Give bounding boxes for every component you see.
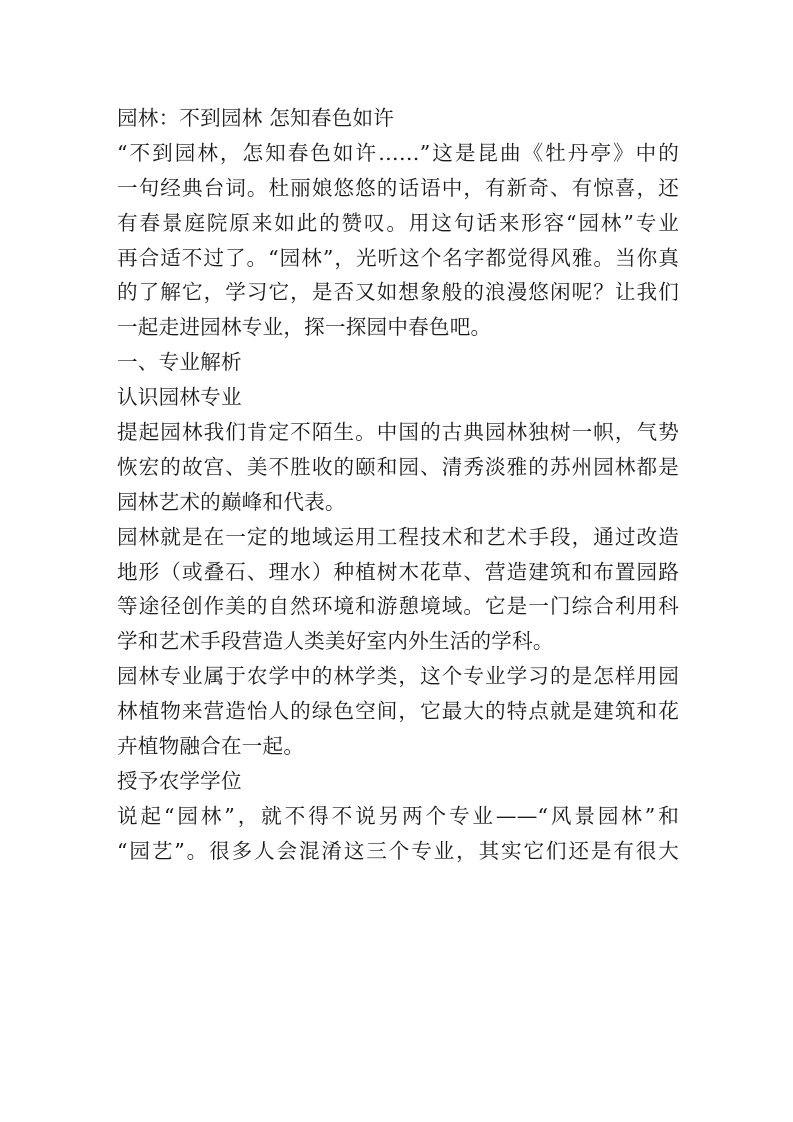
subheading-degree — [117, 764, 679, 799]
document-title: 园林：不到园林 怎知春色如许 — [117, 106, 395, 130]
paragraph-classical-gardens — [117, 415, 679, 520]
text-line: 园林艺术的巅峰和代表。 — [117, 489, 346, 514]
document-body — [117, 101, 679, 869]
text-line: 一起走进园林专业，探一探园中春色吧。 — [117, 315, 492, 340]
text-line: 学和艺术手段营造人类美好室内外生活的学科。 — [117, 629, 554, 654]
text-line: 再合适不过了。“园林”，光听这个名字都觉得风雅。当你真 — [117, 245, 679, 270]
text-line: 地形（或叠石、理水）种植树木花草、营造建筑和布置园路 — [117, 559, 679, 584]
text-line: 说起“园林”，就不得不说另两个专业——“风景园林”和 — [117, 803, 679, 828]
subheading-know-major — [117, 380, 679, 415]
text-line: 提起园林我们肯定不陌生。中国的古典园林独树一帜，气势 — [117, 420, 679, 445]
text-line: 等途径创作美的自然环境和游憩境域。它是一门综合利用科 — [117, 594, 679, 619]
text-line: 园林专业属于农学中的林学类，这个专业学习的是怎样用园 — [117, 664, 679, 689]
text-line: 的了解它，学习它，是否又如想象般的浪漫悠闲呢？让我们 — [117, 280, 679, 305]
section-heading-text: 一、专业解析 — [117, 350, 242, 375]
text-line: 一句经典台词。杜丽娘悠悠的话语中，有新奇、有惊喜，还 — [117, 175, 679, 200]
text-line: 林植物来营造怡人的绿色空间，它最大的特点就是建筑和花 — [117, 699, 679, 724]
paragraph-definition — [117, 520, 679, 660]
text-line: 园林就是在一定的地域运用工程技术和艺术手段，通过改造 — [117, 524, 679, 549]
text-line: 有春景庭院原来如此的赞叹。用这句话来形容“园林”专业 — [117, 210, 679, 235]
text-line: 卉植物融合在一起。 — [117, 734, 305, 759]
text-line: 恢宏的故宫、美不胜收的颐和园、清秀淡雅的苏州园林都是 — [117, 454, 679, 479]
paragraph-discipline — [117, 659, 679, 764]
paragraph-related-majors — [117, 799, 679, 869]
subheading-text: 认识园林专业 — [117, 385, 242, 410]
text-line: “不到园林，怎知春色如许……”这是昆曲《牡丹亭》中的 — [117, 140, 679, 165]
section-heading — [117, 345, 679, 380]
intro-paragraph — [117, 136, 679, 345]
text-line: “园艺”。很多人会混淆这三个专业，其实它们还是有很大 — [117, 838, 679, 863]
subheading-text: 授予农学学位 — [117, 768, 242, 793]
